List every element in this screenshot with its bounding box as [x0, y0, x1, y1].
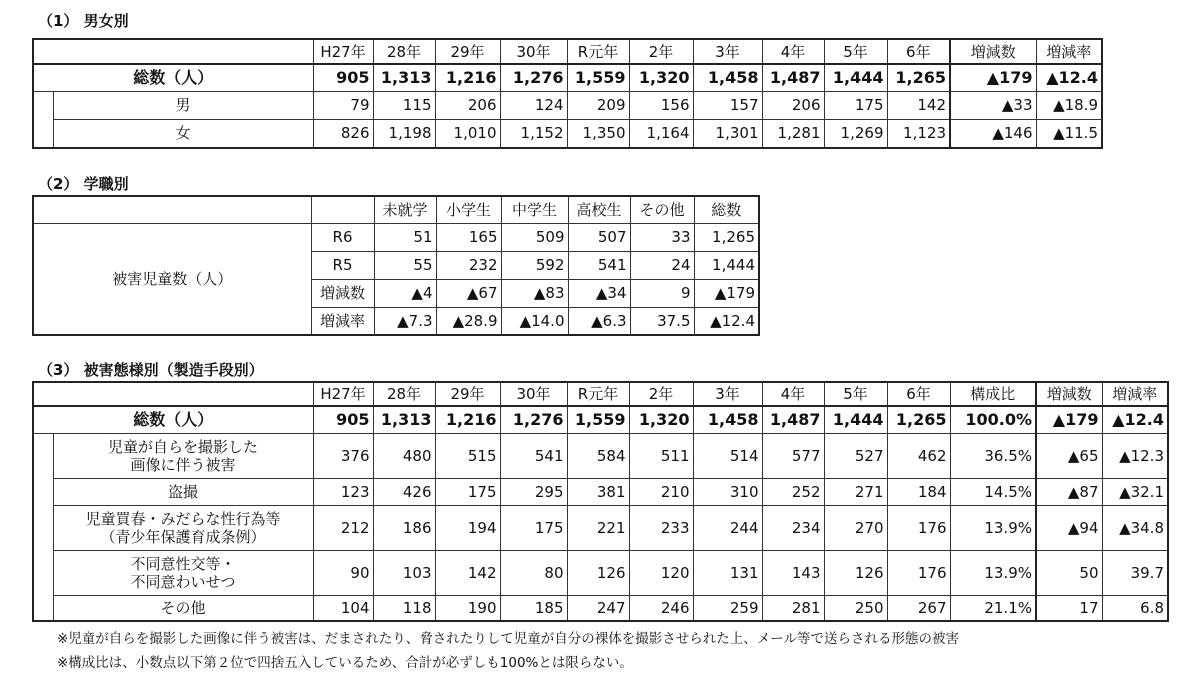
- value-cell: 1,164: [629, 119, 693, 148]
- value-cell: 175: [500, 505, 567, 550]
- value-cell: 1,350: [567, 119, 629, 148]
- value-cell: ▲14.0: [501, 307, 568, 335]
- value-cell: 206: [762, 91, 824, 119]
- value-cell: 1,276: [500, 64, 567, 91]
- value-cell: 13.9%: [950, 550, 1036, 595]
- value-cell: 234: [762, 505, 824, 550]
- value-cell: 36.5%: [950, 433, 1036, 478]
- row-label: [53, 91, 313, 119]
- column-header: 総数: [694, 196, 759, 223]
- value-cell: ▲12.3: [1102, 433, 1168, 478]
- row-label-line1: 女: [175, 124, 191, 143]
- column-header: 3年: [693, 39, 762, 64]
- value-cell: 165: [436, 223, 501, 251]
- indent-cell: [33, 433, 53, 478]
- column-header: H27年: [313, 39, 373, 64]
- value-cell: ▲34: [568, 279, 630, 307]
- table-row: [33, 478, 1168, 505]
- value-cell: 281: [762, 595, 824, 621]
- column-header: 28年: [373, 382, 435, 406]
- value-cell: 1,487: [762, 406, 824, 433]
- row-label: [53, 433, 313, 478]
- row-label: [53, 119, 313, 148]
- value-cell: 17: [1036, 595, 1102, 621]
- column-header: 28年: [373, 39, 435, 64]
- table-row: [33, 505, 1168, 550]
- column-header: 29年: [435, 39, 500, 64]
- value-cell: 209: [567, 91, 629, 119]
- value-cell: 13.9%: [950, 505, 1036, 550]
- value-cell: 1,444: [824, 406, 887, 433]
- value-cell: 905: [313, 64, 373, 91]
- value-cell: 527: [824, 433, 887, 478]
- value-cell: 511: [629, 433, 693, 478]
- value-cell: 176: [887, 505, 950, 550]
- column-header: 30年: [500, 39, 567, 64]
- value-cell: 233: [629, 505, 693, 550]
- row-label: [53, 595, 313, 621]
- value-cell: 905: [313, 406, 373, 433]
- value-cell: ▲18.9: [1036, 91, 1102, 119]
- column-header: 増減数: [950, 39, 1036, 64]
- value-cell: 118: [373, 595, 435, 621]
- indent-cell: [33, 478, 53, 505]
- row-label-line1: 児童買春・みだらな性行為等: [85, 509, 281, 528]
- header-row: [33, 382, 1168, 406]
- column-header: 30年: [500, 382, 567, 406]
- column-header: 増減数: [1036, 382, 1102, 406]
- value-cell: 1,010: [435, 119, 500, 148]
- value-cell: 131: [693, 550, 762, 595]
- section3-title: （3） 被害態様別（製造手段別）: [38, 361, 264, 379]
- value-cell: ▲11.5: [1036, 119, 1102, 148]
- column-header: 高校生: [568, 196, 630, 223]
- value-cell: 100.0%: [950, 406, 1036, 433]
- value-cell: ▲179: [694, 279, 759, 307]
- value-cell: 104: [313, 595, 373, 621]
- value-cell: 1,265: [887, 406, 950, 433]
- column-header: 4年: [762, 382, 824, 406]
- column-header: 4年: [762, 39, 824, 64]
- footnote-2: ※構成比は、小数点以下第２位で四捨五入しているため、合計が必ずしも100%とは限らない。: [57, 655, 633, 671]
- value-cell: 826: [313, 119, 373, 148]
- value-cell: 55: [374, 251, 436, 279]
- value-cell: ▲12.4: [694, 307, 759, 335]
- value-cell: 1,269: [824, 119, 887, 148]
- row-label-line2: （青少年保護育成条例）: [100, 527, 266, 546]
- value-cell: 1,216: [435, 64, 500, 91]
- value-cell: 381: [567, 478, 629, 505]
- value-cell: 6.8: [1102, 595, 1168, 621]
- value-cell: 143: [762, 550, 824, 595]
- value-cell: 1,313: [373, 406, 435, 433]
- value-cell: 21.1%: [950, 595, 1036, 621]
- column-header: 2年: [629, 39, 693, 64]
- value-cell: 184: [887, 478, 950, 505]
- value-cell: 541: [568, 251, 630, 279]
- value-cell: 584: [567, 433, 629, 478]
- row-label: R5: [311, 251, 374, 279]
- school-table: [32, 195, 760, 336]
- column-header: 小学生: [436, 196, 501, 223]
- indent-cell: [33, 550, 53, 595]
- value-cell: 1,320: [629, 406, 693, 433]
- value-cell: 376: [313, 433, 373, 478]
- value-cell: 103: [373, 550, 435, 595]
- value-cell: ▲179: [1036, 406, 1102, 433]
- table-row: [33, 223, 759, 251]
- value-cell: 1,301: [693, 119, 762, 148]
- value-cell: 120: [629, 550, 693, 595]
- section1-title: （1） 男女別: [38, 12, 129, 30]
- gender-table: [32, 38, 1103, 149]
- indent-cell: [33, 119, 53, 148]
- value-cell: 115: [373, 91, 435, 119]
- value-cell: ▲32.1: [1102, 478, 1168, 505]
- value-cell: 1,265: [887, 64, 950, 91]
- value-cell: 480: [373, 433, 435, 478]
- value-cell: 514: [693, 433, 762, 478]
- header-row: [33, 39, 1102, 64]
- value-cell: 190: [435, 595, 500, 621]
- value-cell: ▲33: [950, 91, 1036, 119]
- value-cell: 252: [762, 478, 824, 505]
- column-header: 5年: [824, 39, 887, 64]
- value-cell: 259: [693, 595, 762, 621]
- column-header: 6年: [887, 382, 950, 406]
- value-cell: 186: [373, 505, 435, 550]
- value-cell: 295: [500, 478, 567, 505]
- value-cell: 157: [693, 91, 762, 119]
- value-cell: 39.7: [1102, 550, 1168, 595]
- value-cell: 1,458: [693, 64, 762, 91]
- value-cell: 175: [435, 478, 500, 505]
- row-label: 増減率: [311, 307, 374, 335]
- value-cell: 1,265: [694, 223, 759, 251]
- value-cell: 142: [887, 91, 950, 119]
- value-cell: ▲83: [501, 279, 568, 307]
- value-cell: 24: [630, 251, 694, 279]
- value-cell: 247: [567, 595, 629, 621]
- column-header: H27年: [313, 382, 373, 406]
- total-row: [33, 406, 1168, 433]
- row-label-line1: 不同意性交等・: [130, 554, 236, 573]
- row-label-line2: 不同意わいせつ: [130, 572, 236, 591]
- row-label: [53, 505, 313, 550]
- value-cell: 37.5: [630, 307, 694, 335]
- header-row: [33, 196, 759, 223]
- column-header: R元年: [567, 39, 629, 64]
- value-cell: ▲87: [1036, 478, 1102, 505]
- table-row: [33, 119, 1102, 148]
- value-cell: 14.5%: [950, 478, 1036, 505]
- column-header: 5年: [824, 382, 887, 406]
- value-cell: 244: [693, 505, 762, 550]
- value-cell: ▲12.4: [1102, 406, 1168, 433]
- total-row: [33, 64, 1102, 91]
- value-cell: 126: [824, 550, 887, 595]
- value-cell: 175: [824, 91, 887, 119]
- footnote-1: ※児童が自らを撮影した画像に伴う被害は、だまされたり、脅されたりして児童が自分の裸体を撮影させられた上、メール等で送らされる形態の被害: [57, 631, 960, 647]
- column-header: 2年: [629, 382, 693, 406]
- row-label-line2: 画像に伴う被害: [130, 455, 236, 474]
- value-cell: 541: [500, 433, 567, 478]
- value-cell: ▲6.3: [568, 307, 630, 335]
- value-cell: 509: [501, 223, 568, 251]
- header-corner-sub: [311, 196, 374, 223]
- section2-title: （2） 学職別: [38, 175, 129, 193]
- value-cell: ▲146: [950, 119, 1036, 148]
- value-cell: 212: [313, 505, 373, 550]
- indent-cell: [33, 595, 53, 621]
- value-cell: 51: [374, 223, 436, 251]
- value-cell: 1,313: [373, 64, 435, 91]
- row-label: [53, 550, 313, 595]
- value-cell: 176: [887, 550, 950, 595]
- value-cell: 577: [762, 433, 824, 478]
- column-header: 3年: [693, 382, 762, 406]
- value-cell: 246: [629, 595, 693, 621]
- value-cell: ▲94: [1036, 505, 1102, 550]
- value-cell: ▲65: [1036, 433, 1102, 478]
- value-cell: 124: [500, 91, 567, 119]
- value-cell: 142: [435, 550, 500, 595]
- value-cell: 1,458: [693, 406, 762, 433]
- value-cell: 221: [567, 505, 629, 550]
- column-header: 6年: [887, 39, 950, 64]
- value-cell: 592: [501, 251, 568, 279]
- value-cell: 426: [373, 478, 435, 505]
- row-group-label: 被害児童数（人）: [33, 223, 311, 335]
- row-label: 総数（人）: [33, 406, 313, 433]
- value-cell: 156: [629, 91, 693, 119]
- table-row: [33, 433, 1168, 478]
- value-cell: ▲34.8: [1102, 505, 1168, 550]
- indent-cell: [33, 91, 53, 119]
- value-cell: 271: [824, 478, 887, 505]
- value-cell: 1,123: [887, 119, 950, 148]
- row-label-line1: 盗撮: [167, 482, 198, 501]
- value-cell: 1,276: [500, 406, 567, 433]
- value-cell: 185: [500, 595, 567, 621]
- header-corner: [33, 196, 311, 223]
- value-cell: 80: [500, 550, 567, 595]
- column-header: 構成比: [950, 382, 1036, 406]
- value-cell: 9: [630, 279, 694, 307]
- value-cell: 270: [824, 505, 887, 550]
- value-cell: 210: [629, 478, 693, 505]
- value-cell: 1,559: [567, 406, 629, 433]
- value-cell: ▲4: [374, 279, 436, 307]
- table-row: [33, 595, 1168, 621]
- value-cell: 90: [313, 550, 373, 595]
- value-cell: 1,216: [435, 406, 500, 433]
- value-cell: ▲28.9: [436, 307, 501, 335]
- column-header: 増減率: [1102, 382, 1168, 406]
- damage-type-table: [32, 381, 1169, 622]
- table-row: [33, 91, 1102, 119]
- value-cell: 1,198: [373, 119, 435, 148]
- value-cell: 126: [567, 550, 629, 595]
- value-cell: 267: [887, 595, 950, 621]
- column-header: R元年: [567, 382, 629, 406]
- value-cell: 250: [824, 595, 887, 621]
- indent-cell: [33, 505, 53, 550]
- table-row: [33, 550, 1168, 595]
- row-label: [53, 478, 313, 505]
- row-label: R6: [311, 223, 374, 251]
- value-cell: 507: [568, 223, 630, 251]
- value-cell: ▲12.4: [1036, 64, 1102, 91]
- value-cell: 310: [693, 478, 762, 505]
- column-header: 未就学: [374, 196, 436, 223]
- row-label-line1: その他: [160, 598, 206, 617]
- value-cell: 515: [435, 433, 500, 478]
- value-cell: 1,320: [629, 64, 693, 91]
- value-cell: 50: [1036, 550, 1102, 595]
- value-cell: 1,281: [762, 119, 824, 148]
- value-cell: ▲67: [436, 279, 501, 307]
- value-cell: ▲7.3: [374, 307, 436, 335]
- value-cell: ▲179: [950, 64, 1036, 91]
- row-label-line1: 男: [175, 96, 191, 114]
- value-cell: 1,152: [500, 119, 567, 148]
- value-cell: 79: [313, 91, 373, 119]
- value-cell: 1,487: [762, 64, 824, 91]
- value-cell: 1,444: [694, 251, 759, 279]
- row-label: 総数（人）: [33, 64, 313, 91]
- row-label-line1: 児童が自らを撮影した: [107, 437, 258, 456]
- value-cell: 206: [435, 91, 500, 119]
- value-cell: 194: [435, 505, 500, 550]
- column-header: その他: [630, 196, 694, 223]
- value-cell: 232: [436, 251, 501, 279]
- column-header: 29年: [435, 382, 500, 406]
- column-header: 増減率: [1036, 39, 1102, 64]
- value-cell: 1,559: [567, 64, 629, 91]
- header-corner: [33, 39, 313, 64]
- value-cell: 1,444: [824, 64, 887, 91]
- value-cell: 462: [887, 433, 950, 478]
- header-corner: [33, 382, 313, 406]
- column-header: 中学生: [501, 196, 568, 223]
- row-label: 増減数: [311, 279, 374, 307]
- value-cell: 123: [313, 478, 373, 505]
- value-cell: 33: [630, 223, 694, 251]
